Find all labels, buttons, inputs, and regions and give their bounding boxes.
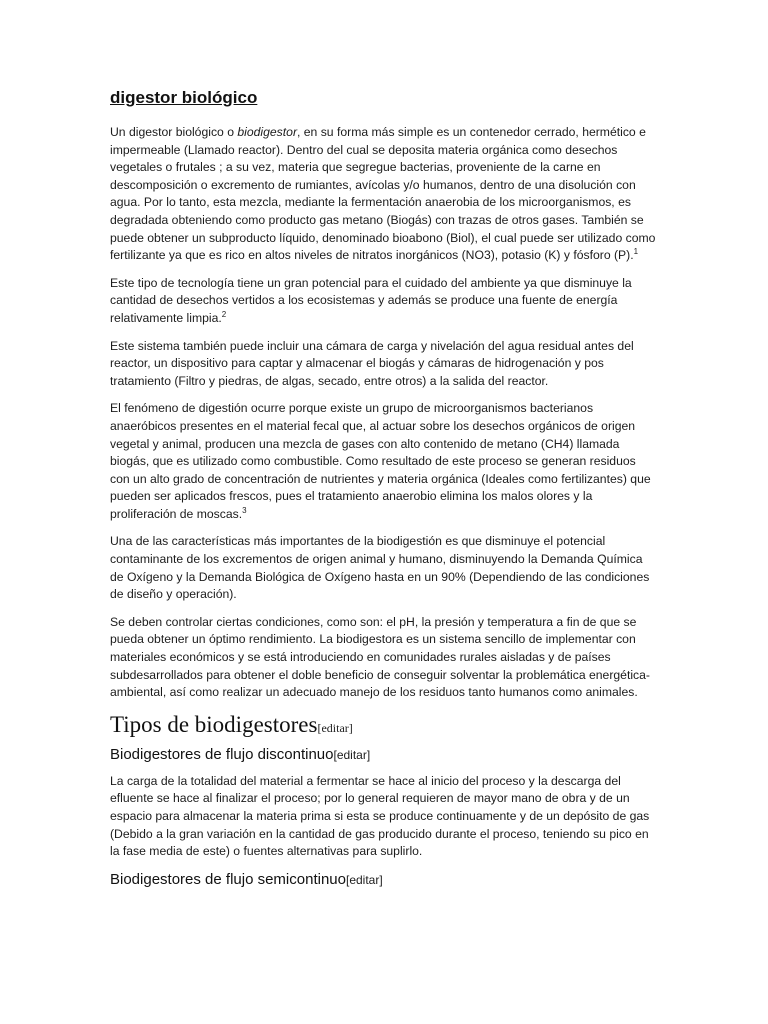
- intro-text-end: , en su forma más simple es un contenedor cerrado, hermético e impermeable (Llamado reactor). Dentro del cual se deposita materia orgánica como desechos vegetales o frutales ; a su vez, materia que segregue bacterias, proveniente de la carne en descomposición o excremento de rumiantes, avícolas y/o humanos, dentro de una disolución con agua. Por lo tanto, esta mezcla, mediante la fermentación anaerobia de los microorganismos, es degradada obteniendo como producto gas metano (Biogás) con trazas de otros gases. También se puede obtener un subproducto líquido, denominado bioabono (Biol), el cual puede ser utilizado como fertilizante ya que es rico en altos niveles de nitratos inorgánicos (NO3), potasio (K) y fósforo (P).: [110, 125, 656, 263]
- paragraph-text: El fenómeno de digestión ocurre porque existe un grupo de microorganismos bacterianos anaeróbicos presentes en el material fecal que, al actuar sobre los desechos orgánicos de origen vegetal y animal, producen una mezcla de gases con alto contenido de metano (CH4) llamada biogás, que es utilizado como combustible. Como resultado de este proceso se generan residuos con un alto grado de concentración de nutrientes y materia orgánica (Ideales como fertilizantes) que pueden ser aplicados frescos, pues el tratamiento anaerobio elimina los malos olores y la proliferación de moscas.: [110, 401, 651, 521]
- paragraph-text: Una de las características más importantes de la biodigestión es que disminuye el potencial contaminante de los excrementos de origen animal y humano, disminuyendo la Demanda Química de Oxígeno y la Demanda Biológica de Oxígeno hasta en un 90% (Dependiendo de las condiciones de diseño y operación).: [110, 534, 650, 602]
- intro-paragraph: [110, 124, 658, 265]
- footnote-ref: 2: [221, 309, 227, 319]
- subsection-heading-text: Biodigestores de flujo discontinuo: [110, 745, 334, 763]
- paragraph-text: La carga de la totalidad del material a fermentar se hace al inicio del proceso y la descarga del efluente se hace al finalizar el proceso; por lo general requieren de mayor mano de obra y de un espacio para almacenar la materia prima si esta se produce continuamente y de un depósito de gas (Debido a la gran variación en la cantidad de gas producido durante el proceso, teniendo su pico en la fase media de este) o fuentes alternativas para suplirlo.: [110, 773, 650, 859]
- paragraph: [110, 275, 658, 328]
- intro-italic-term: biodigestor: [237, 125, 297, 139]
- paragraph: [110, 400, 658, 523]
- section-heading-text: Tipos de biodigestores: [110, 711, 318, 737]
- paragraph: [110, 338, 658, 391]
- edit-link[interactable]: [editar]: [317, 720, 353, 735]
- footnote-ref: 1: [633, 247, 639, 257]
- paragraph-text: Este tipo de tecnología tiene un gran potencial para el cuidado del ambiente ya que disminuye la cantidad de desechos vertidos a los ecosistemas y además se produce una fuente de energía relativamente limpia.: [110, 275, 632, 325]
- paragraph: [110, 614, 658, 702]
- paragraph: [110, 533, 658, 603]
- section-heading: [110, 712, 658, 738]
- subsection-heading: [110, 746, 658, 763]
- document-body: [110, 88, 658, 898]
- subsection-heading: [110, 871, 658, 888]
- intro-text-start: Un digestor biológico o: [110, 125, 238, 139]
- subsection-heading-text: Biodigestores de flujo semicontinuo: [110, 870, 346, 888]
- footnote-ref: 3: [242, 505, 247, 515]
- edit-link[interactable]: [editar]: [345, 872, 383, 887]
- subsection-paragraph: [110, 773, 658, 861]
- document-title: digestor biológico: [110, 88, 258, 107]
- paragraph-text: Este sistema también puede incluir una cámara de carga y nivelación del agua residual antes del reactor, un dispositivo para captar y almacenar el biogás y cámaras de hidrogenación y pos tratamiento (Filtro y piedras, de algas, secado, entre otros) a la salida del reactor.: [110, 338, 634, 388]
- edit-link[interactable]: [editar]: [333, 747, 371, 762]
- paragraph-text: Se deben controlar ciertas condiciones, como son: el pH, la presión y temperatura a fin de que se pueda obtener un óptimo rendimiento. La biodigestora es un sistema sencillo de implementar con materiales económicos y se está introduciendo en comunidades rurales aisladas y de países subdesarrollados para obtener el doble beneficio de conseguir solventar la problemática energética-ambiental, así como realizar un adecuado manejo de los residuos tanto humanos como animales.: [110, 614, 650, 700]
